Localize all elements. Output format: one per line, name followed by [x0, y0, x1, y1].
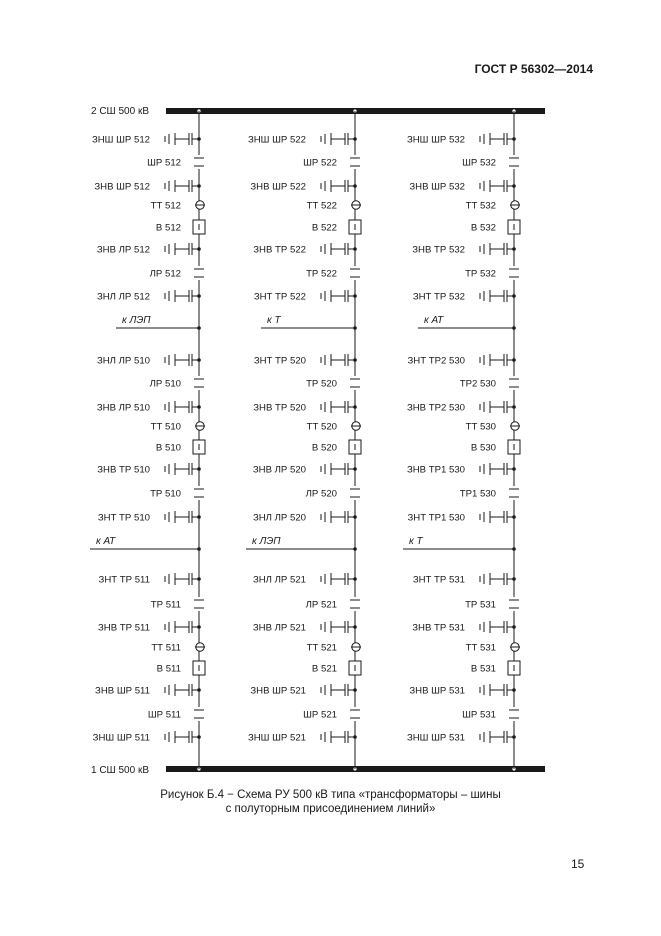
earthing-switch-icon	[321, 621, 357, 633]
earthing-switch-icon	[165, 731, 201, 743]
element-label: ЗНВ ШР 511	[95, 685, 150, 697]
current-transformer-icon	[195, 422, 205, 430]
circuit-breaker-icon	[193, 220, 205, 234]
element-label: ШР 511	[147, 709, 181, 721]
disconnector-icon	[509, 597, 519, 611]
element-label: ТР 522	[306, 268, 337, 280]
element-label: ТТ 511	[151, 642, 181, 654]
disconnector-icon	[194, 707, 204, 721]
element-label: ЗНТ ТР2 530	[407, 355, 465, 367]
element-label: В 521	[311, 663, 337, 675]
earthing-switch-icon	[165, 511, 201, 523]
element-label: ЗНВ ЛР 521	[252, 622, 306, 634]
earthing-switch-icon	[165, 354, 201, 366]
element-label: ЛР 521	[305, 599, 337, 611]
element-label: ШР 521	[303, 709, 337, 721]
earthing-switch-icon	[480, 180, 516, 192]
element-label: ТТ 510	[150, 421, 181, 433]
disconnector-icon	[350, 707, 360, 721]
element-label: ТТ 522	[306, 200, 337, 212]
earthing-switch-icon	[165, 243, 201, 255]
disconnector-icon	[350, 376, 360, 390]
circuit-breaker-icon	[508, 661, 520, 675]
disconnector-icon	[350, 155, 360, 169]
earthing-switch-icon	[165, 401, 201, 413]
element-label: ТТ 531	[465, 642, 496, 654]
disconnector-icon	[509, 266, 519, 280]
earthing-switch-icon	[321, 463, 357, 475]
disconnector-icon	[509, 707, 519, 721]
tap-junction	[512, 326, 516, 330]
figure-caption-line2: с полуторным присоединением линий»	[225, 803, 436, 815]
element-label: ЗНЛ ЛР 520	[252, 512, 306, 524]
earthing-switch-icon	[165, 133, 201, 145]
element-label: ЗНЛ ЛР 510	[96, 355, 150, 367]
current-transformer-icon	[195, 643, 205, 651]
element-label: ЗНТ ТР 520	[253, 355, 306, 367]
element-label: ТР1 530	[459, 488, 496, 500]
current-transformer-icon	[351, 643, 361, 651]
earthing-switch-icon	[480, 463, 516, 475]
element-label: ЗНШ ШР 511	[92, 732, 150, 744]
busbar-bottom-label: 1 СШ 500 кВ	[90, 765, 149, 776]
element-label: ЗНТ ТР 531	[412, 574, 465, 586]
element-label: ТР 511	[150, 599, 181, 611]
earthing-switch-icon	[480, 401, 516, 413]
element-label: ЗНВ ТР 522	[253, 244, 306, 256]
earthing-switch-icon	[165, 621, 201, 633]
element-label: ЗНВ ТР1 530	[406, 464, 465, 476]
page-number: 15	[571, 857, 585, 871]
earthing-switch-icon	[321, 133, 357, 145]
busbar-top-label: 2 СШ 500 кВ	[90, 106, 149, 117]
element-label: ТТ 520	[306, 421, 337, 433]
element-label: ЗНВ ТР 520	[253, 402, 306, 414]
element-label: В 532	[470, 222, 496, 234]
disconnector-icon	[194, 376, 204, 390]
earthing-switch-icon	[321, 731, 357, 743]
tap-junction	[353, 547, 357, 551]
circuit-breaker-icon	[349, 661, 361, 675]
circuit-breaker-icon	[193, 661, 205, 675]
disconnector-icon	[350, 486, 360, 500]
circuit-breaker-icon	[349, 220, 361, 234]
element-label: ТР 531	[465, 599, 496, 611]
disconnector-icon	[509, 376, 519, 390]
tap-label: к Т	[267, 315, 281, 326]
circuit-breaker-icon	[349, 440, 361, 454]
element-label: ЛР 510	[149, 378, 181, 390]
earthing-switch-icon	[321, 573, 357, 585]
circuit-breaker-icon	[193, 440, 205, 454]
disconnector-icon	[509, 155, 519, 169]
disconnector-icon	[350, 597, 360, 611]
tap-label: к ЛЭП	[122, 315, 151, 326]
earthing-switch-icon	[321, 354, 357, 366]
earthing-switch-icon	[165, 573, 201, 585]
element-label: ШР 532	[462, 157, 496, 169]
element-label: ЗНВ ТР 510	[97, 464, 150, 476]
element-label: ЗНЛ ЛР 521	[252, 574, 306, 586]
tap-label: к ЛЭП	[252, 536, 281, 547]
element-label: В 511	[156, 663, 181, 675]
element-label: ШР 531	[462, 709, 496, 721]
current-transformer-icon	[351, 201, 361, 209]
current-transformer-icon	[351, 422, 361, 430]
element-label: В 531	[470, 663, 496, 675]
earthing-switch-icon	[480, 684, 516, 696]
tap-junction	[197, 547, 201, 551]
earthing-switch-icon	[480, 731, 516, 743]
element-label: В 512	[155, 222, 181, 234]
current-transformer-icon	[510, 201, 520, 209]
element-label: ЗНВ ТР 532	[412, 244, 465, 256]
circuit-breaker-icon	[508, 220, 520, 234]
element-label: ЗНВ ШР 522	[250, 181, 306, 193]
disconnector-icon	[194, 597, 204, 611]
element-label: ЗНВ ШР 521	[250, 685, 306, 697]
element-label: ЗНШ ШР 531	[406, 732, 465, 744]
figure-caption-line1: Рисунок Б.4 − Схема РУ 500 кВ типа «трансформаторы – шины	[160, 789, 501, 801]
earthing-switch-icon	[165, 290, 201, 302]
earthing-switch-icon	[165, 684, 201, 696]
circuit-breaker-icon	[508, 440, 520, 454]
element-label: ЗНВ ШР 531	[409, 685, 465, 697]
element-label: ЗНВ ТР2 530	[406, 402, 465, 414]
earthing-switch-icon	[480, 573, 516, 585]
earthing-switch-icon	[480, 243, 516, 255]
earthing-switch-icon	[480, 511, 516, 523]
element-label: ТТ 512	[150, 200, 181, 212]
tap-junction	[512, 547, 516, 551]
earthing-switch-icon	[321, 511, 357, 523]
current-transformer-icon	[510, 643, 520, 651]
tap-junction	[197, 326, 201, 330]
element-label: ЗНТ ТР1 530	[407, 512, 465, 524]
disconnector-icon	[194, 155, 204, 169]
element-label: ЗНТ ТР 522	[253, 291, 306, 303]
element-label: ЗНЛ ЛР 512	[96, 291, 150, 303]
element-label: ЗНВ ТР 531	[412, 622, 465, 634]
element-label: ТТ 521	[306, 642, 337, 654]
element-label: ЗНШ ШР 522	[247, 134, 306, 146]
element-label: ЗНТ ТР 532	[412, 291, 465, 303]
document-header: ГОСТ Р 56302—2014	[474, 62, 593, 76]
tap-label: к Т	[409, 536, 423, 547]
current-transformer-icon	[195, 201, 205, 209]
element-label: ТР2 530	[459, 378, 496, 390]
earthing-switch-icon	[480, 354, 516, 366]
current-transformer-icon	[510, 422, 520, 430]
element-label: ЛР 512	[149, 268, 181, 280]
element-label: ТР 520	[306, 378, 337, 390]
earthing-switch-icon	[165, 180, 201, 192]
earthing-switch-icon	[165, 463, 201, 475]
element-label: ЗНВ ЛР 512	[96, 244, 150, 256]
tap-junction	[353, 326, 357, 330]
tap-label: к АТ	[424, 315, 444, 326]
earthing-switch-icon	[321, 684, 357, 696]
earthing-switch-icon	[321, 401, 357, 413]
element-label: ЗНВ ШР 532	[409, 181, 465, 193]
earthing-switch-icon	[321, 290, 357, 302]
earthing-switch-icon	[480, 133, 516, 145]
earthing-switch-icon	[321, 243, 357, 255]
element-label: ШР 522	[303, 157, 337, 169]
element-label: ЗНВ ТР 511	[97, 622, 150, 634]
element-label: ЗНВ ЛР 510	[96, 402, 150, 414]
earthing-switch-icon	[321, 180, 357, 192]
element-label: В 530	[470, 442, 496, 454]
element-label: В 522	[311, 222, 337, 234]
element-label: В 510	[155, 442, 181, 454]
element-label: ТР 510	[150, 488, 181, 500]
element-label: ТТ 530	[465, 421, 496, 433]
element-label: ТТ 532	[465, 200, 496, 212]
element-label: ЗНШ ШР 532	[406, 134, 465, 146]
element-label: ЗНВ ЛР 520	[252, 464, 306, 476]
disconnector-icon	[509, 486, 519, 500]
earthing-switch-icon	[480, 290, 516, 302]
element-label: ШР 512	[147, 157, 181, 169]
element-label: В 520	[311, 442, 337, 454]
element-label: ЗНТ ТР 511	[98, 574, 150, 586]
element-label: ЗНШ ШР 521	[247, 732, 306, 744]
element-label: ЗНВ ШР 512	[94, 181, 150, 193]
element-label: ЗНТ ТР 510	[97, 512, 150, 524]
element-label: ЗНШ ШР 512	[91, 134, 150, 146]
tap-label: к АТ	[96, 536, 116, 547]
disconnector-icon	[194, 266, 204, 280]
earthing-switch-icon	[480, 621, 516, 633]
element-label: ЛР 520	[305, 488, 337, 500]
element-label: ТР 532	[465, 268, 496, 280]
disconnector-icon	[194, 486, 204, 500]
disconnector-icon	[350, 266, 360, 280]
